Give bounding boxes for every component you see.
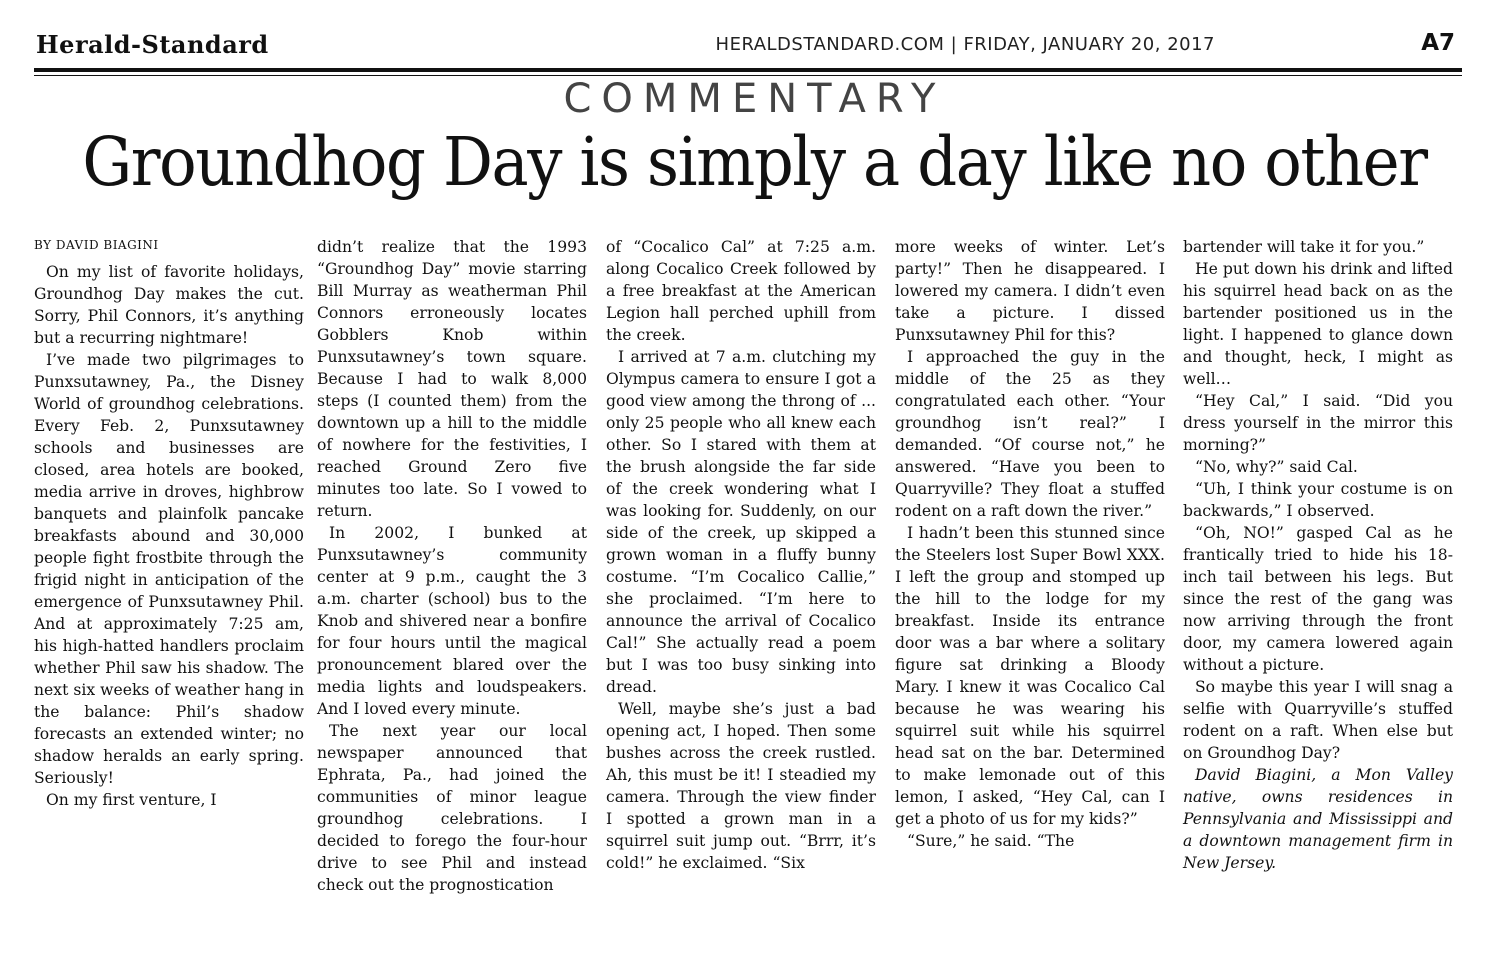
paragraph: He put down his drink and lifted his squirrel head back on as the bartender positioned us in the light. I happened to glance down and thought, heck, I might as well… bbox=[1183, 260, 1453, 388]
paragraph: didn’t realize that the 1993 “Groundhog Day” movie starring Bill Murray as weatherman Phil Connors erroneously locates Gobblers Knob within Punxsutawney’s town square. Because I had to walk 8,000 steps (I counted them) from the downtown up a hill to the middle of nowhere for the festivities, I reached Ground Zero five minutes too late. So I vowed to return. bbox=[317, 238, 587, 520]
masthead-logo: Herald-Standard bbox=[36, 30, 269, 59]
article-column-5 bbox=[1183, 236, 1453, 936]
paragraph: The next year our local newspaper announced that Ephrata, Pa., had joined the communities of minor league groundhog celebrations. I decided to forego the four-hour drive to see Phil and instead check out the prognostication bbox=[317, 722, 587, 894]
paragraph: bartender will take it for you.” bbox=[1183, 238, 1425, 256]
article-column-1 bbox=[34, 261, 304, 961]
author-bio: David Biagini, a Mon Valley native, owns residences in Pennsylvania and Mississippi and a downtown management firm in New Jersey. bbox=[1183, 766, 1453, 872]
paragraph: “Oh, NO!” gasped Cal as he frantically tried to hide his 18-inch tail between his legs. But since the rest of the gang was now arriving through the front door, my camera lowered again without a picture. bbox=[1183, 524, 1453, 674]
page-number: A7 bbox=[1421, 30, 1455, 56]
dateline: HERALDSTANDARD.COM | FRIDAY, JANUARY 20, 2017 bbox=[715, 34, 1215, 55]
paragraph: I hadn’t been this stunned since the Steelers lost Super Bowl XXX. I left the group and stomped up the hill to the lodge for my breakfast. Inside its entrance door was a bar where a solitary figure sat drinking a Bloody Mary. I knew it was Cocalico Cal because he was wearing his squirrel suit while his squirrel head sat on the bar. Determined to make lemonade out of this lemon, I asked, “Hey Cal, can I get a photo of us for my kids?” bbox=[895, 524, 1165, 828]
paragraph: “Sure,” he said. “The bbox=[907, 832, 1075, 850]
paragraph: On my first venture, I bbox=[46, 791, 217, 809]
article-column-2 bbox=[317, 236, 587, 936]
paragraph: On my list of favorite holidays, Groundhog Day makes the cut. Sorry, Phil Connors, it’s anything but a recurring nightmare! bbox=[34, 263, 304, 347]
section-title: COMMENTARY bbox=[563, 76, 946, 122]
paragraph: of “Cocalico Cal” at 7:25 a.m. along Cocalico Creek followed by a free breakfast at the American Legion hall perched uphill from the creek. bbox=[606, 238, 876, 344]
paragraph: “Hey Cal,” I said. “Did you dress yourself in the mirror this morning?” bbox=[1183, 392, 1453, 454]
headline: Groundhog Day is simply a day like no other bbox=[82, 123, 1427, 201]
paragraph: “No, why?” said Cal. bbox=[1195, 458, 1358, 476]
paragraph: In 2002, I bunked at Punxsutawney’s community center at 9 p.m., caught the 3 a.m. charter (school) bus to the Knob and shivered near a bonfire for four hours until the magical pronouncement blared over the media lights and loudspeakers. And I loved every minute. bbox=[317, 524, 587, 718]
header-rule bbox=[34, 68, 1462, 72]
article-column-3 bbox=[606, 236, 876, 936]
paragraph: I arrived at 7 a.m. clutching my Olympus camera to ensure I got a good view among the throng of ... only 25 people who all knew each other. So I stared with them at the brush alongside the far side of the creek wondering what I was looking for. Suddenly, on our side of the creek, up skipped a grown woman in a fluffy bunny costume. “I’m Cocalico Callie,” she proclaimed. “I’m here to announce the arrival of Cocalico Cal!” She actually read a poem but I was too busy sinking into dread. bbox=[606, 348, 876, 696]
paragraph: I’ve made two pilgrimages to Punxsutawney, Pa., the Disney World of groundhog celebrations. Every Feb. 2, Punxsutawney schools and businesses are closed, area hotels are booked, media arrive in droves, highbrow banquets and plainfolk pancake breakfasts abound and 30,000 people fight frostbite through the frigid night in anticipation of the emergence of Punxsutawney Phil. And at approximately 7:25 am, his high-hatted handlers proclaim whether Phil saw his shadow. The next six weeks of weather hang in the balance: Phil’s shadow forecasts an extended winter; no shadow heralds an early spring. Seriously! bbox=[34, 351, 304, 787]
paragraph: more weeks of winter. Let’s party!” Then he disappeared. I lowered my camera. I didn’t even take a picture. I dissed Punxsutawney Phil for this? bbox=[895, 238, 1165, 344]
byline: BY DAVID BIAGINI bbox=[34, 238, 159, 252]
paragraph: “Uh, I think your costume is on backwards,” I observed. bbox=[1183, 480, 1453, 520]
paragraph: Well, maybe she’s just a bad opening act, I hoped. Then some bushes across the creek rustled. Ah, this must be it! I steadied my camera. Through the view finder I spotted a grown man in a squirrel suit jump out. “Brrr, it’s cold!” he exclaimed. “Six bbox=[606, 700, 876, 872]
article-column-4 bbox=[895, 236, 1165, 936]
paragraph: So maybe this year I will snag a selfie with Quarryville’s stuffed rodent on a raft. When else but on Groundhog Day? bbox=[1183, 678, 1453, 762]
paragraph: I approached the guy in the middle of the 25 as they congratulated each other. “Your groundhog isn’t real?” I demanded. “Of course not,” he answered. “Have you been to Quarryville? They float a stuffed rodent on a raft down the river.” bbox=[895, 348, 1165, 520]
